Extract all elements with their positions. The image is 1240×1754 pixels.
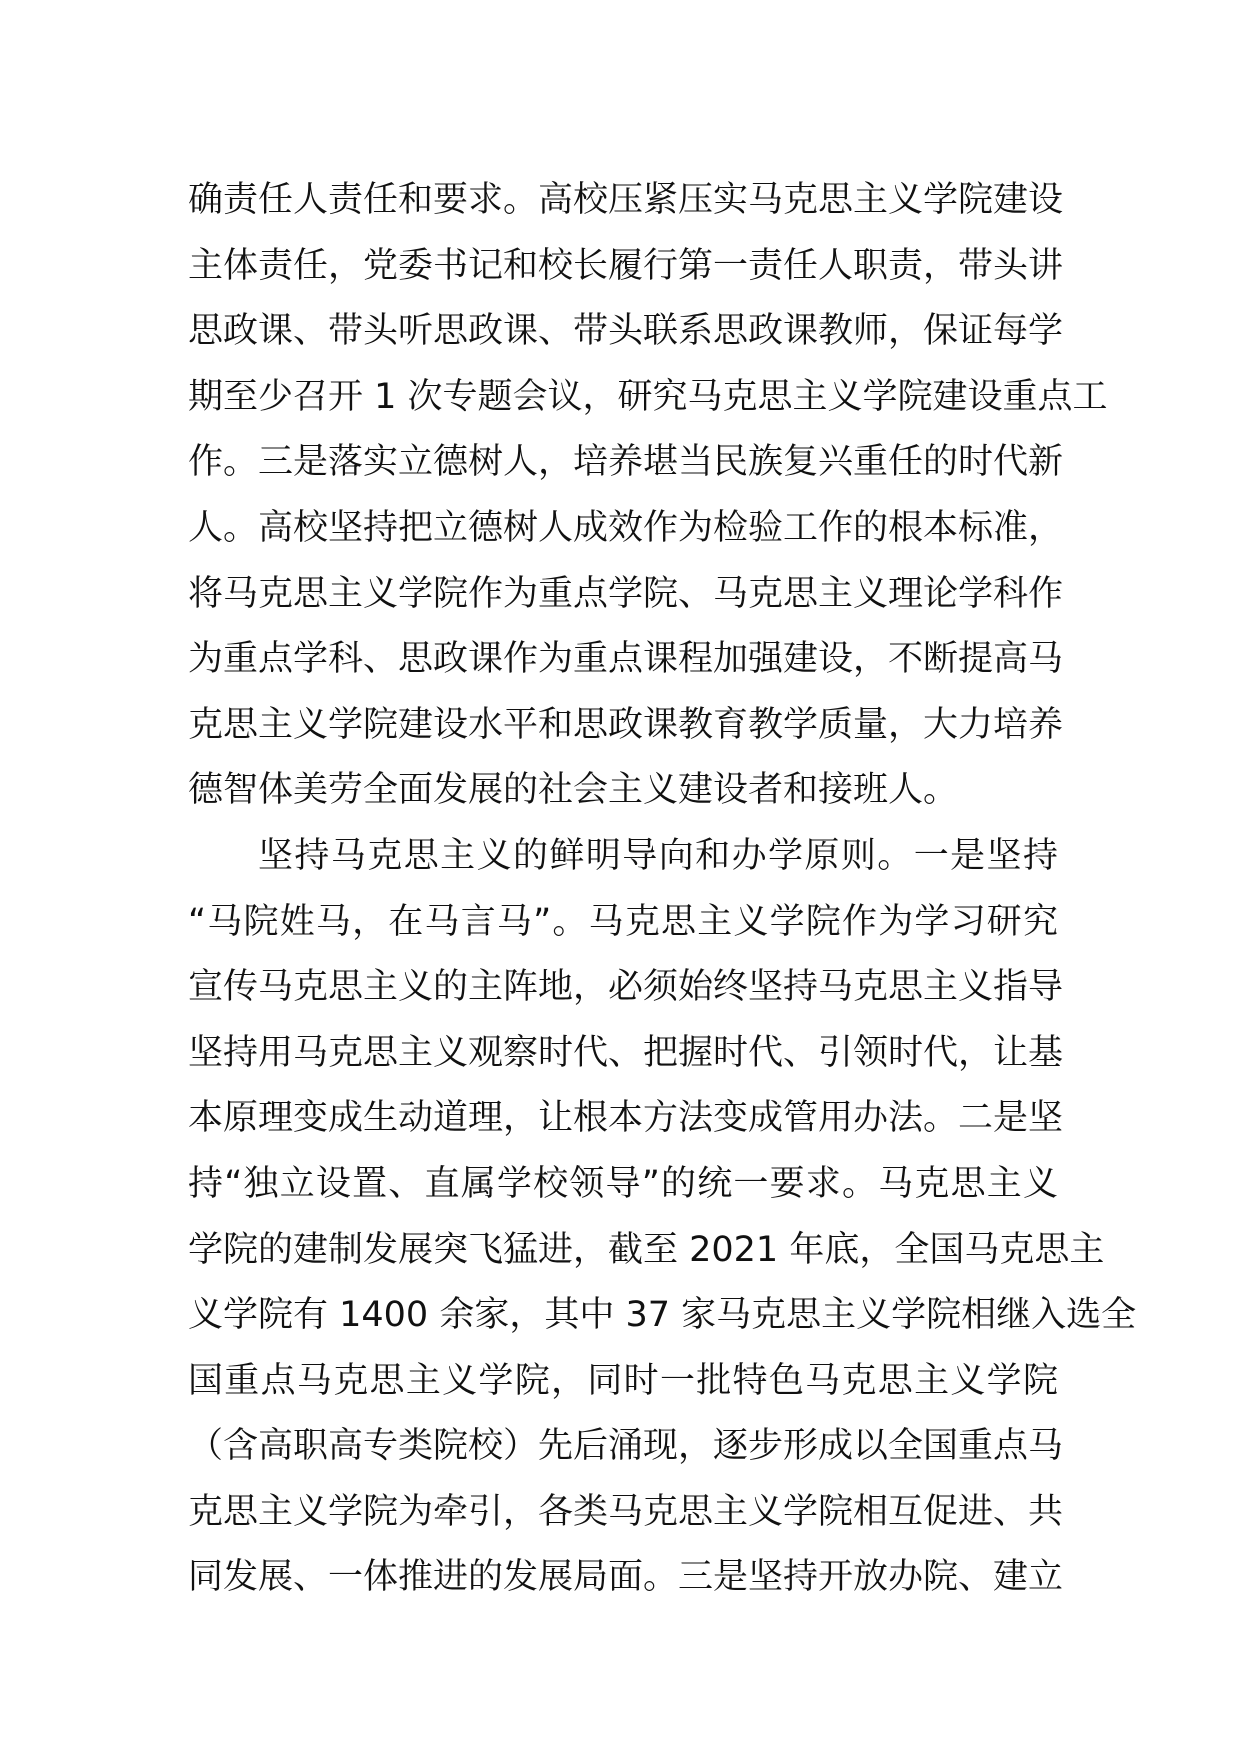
body-text bbox=[188, 168, 1137, 1611]
text-line: 国重点马克思主义学院，同时一批特色马克思主义学院 bbox=[188, 1360, 1058, 1401]
text-line: 思政课、带头听思政课、带头联系思政课教师，保证每学 bbox=[188, 311, 1064, 352]
text-line: 持“独立设置、直属学校领导”的统一要求。马克思主义 bbox=[188, 1163, 1058, 1204]
text-line: （含高职高专类院校）先后涌现，逐步形成以全国重点马 bbox=[188, 1426, 1064, 1467]
text-line: 本原理变成生动道理，让根本方法变成管用办法。二是坚 bbox=[188, 1098, 1064, 1139]
text-line: 作。三是落实立德树人，培养堪当民族复兴重任的时代新 bbox=[188, 442, 1064, 483]
text-line: 人。高校坚持把立德树人成效作为检验工作的根本标准， bbox=[188, 507, 1064, 548]
text-line: 宣传马克思主义的主阵地，必须始终坚持马克思主义指导 bbox=[188, 967, 1064, 1008]
text-line: 义学院有 1400 余家，其中 37 家马克思主义学院相继入选全 bbox=[188, 1295, 1137, 1336]
text-line: 主体责任，党委书记和校长履行第一责任人职责，带头讲 bbox=[188, 245, 1064, 286]
text-line: 确责任人责任和要求。高校压紧压实马克思主义学院建设 bbox=[188, 180, 1064, 220]
text-line: 克思主义学院为牵引，各类马克思主义学院相互促进、共 bbox=[188, 1491, 1064, 1532]
text-line: 为重点学科、思政课作为重点课程加强建设，不断提高马 bbox=[188, 639, 1064, 680]
text-line: 坚持马克思主义的鲜明导向和办学原则。一是坚持 bbox=[258, 835, 1058, 876]
text-line: 将马克思主义学院作为重点学院、马克思主义理论学科作 bbox=[188, 573, 1064, 614]
text-line: “马院姓马，在马言马”。马克思主义学院作为学习研究 bbox=[188, 901, 1058, 942]
text-line: 期至少召开 1 次专题会议，研究马克思主义学院建设重点工 bbox=[188, 376, 1108, 417]
paragraph-2 bbox=[188, 824, 1137, 1611]
text-line: 克思主义学院建设水平和思政课教育教学质量，大力培养 bbox=[188, 704, 1064, 745]
text-line: 同发展、一体推进的发展局面。三是坚持开放办院、建立 bbox=[188, 1557, 1064, 1598]
text-line: 坚持用马克思主义观察时代、把握时代、引领时代，让基 bbox=[188, 1032, 1064, 1073]
text-line: 学院的建制发展突飞猛进，截至 2021 年底，全国马克思主 bbox=[188, 1229, 1105, 1270]
paragraph-1 bbox=[188, 168, 1108, 824]
text-line: 德智体美劳全面发展的社会主义建设者和接班人。 bbox=[188, 770, 959, 811]
